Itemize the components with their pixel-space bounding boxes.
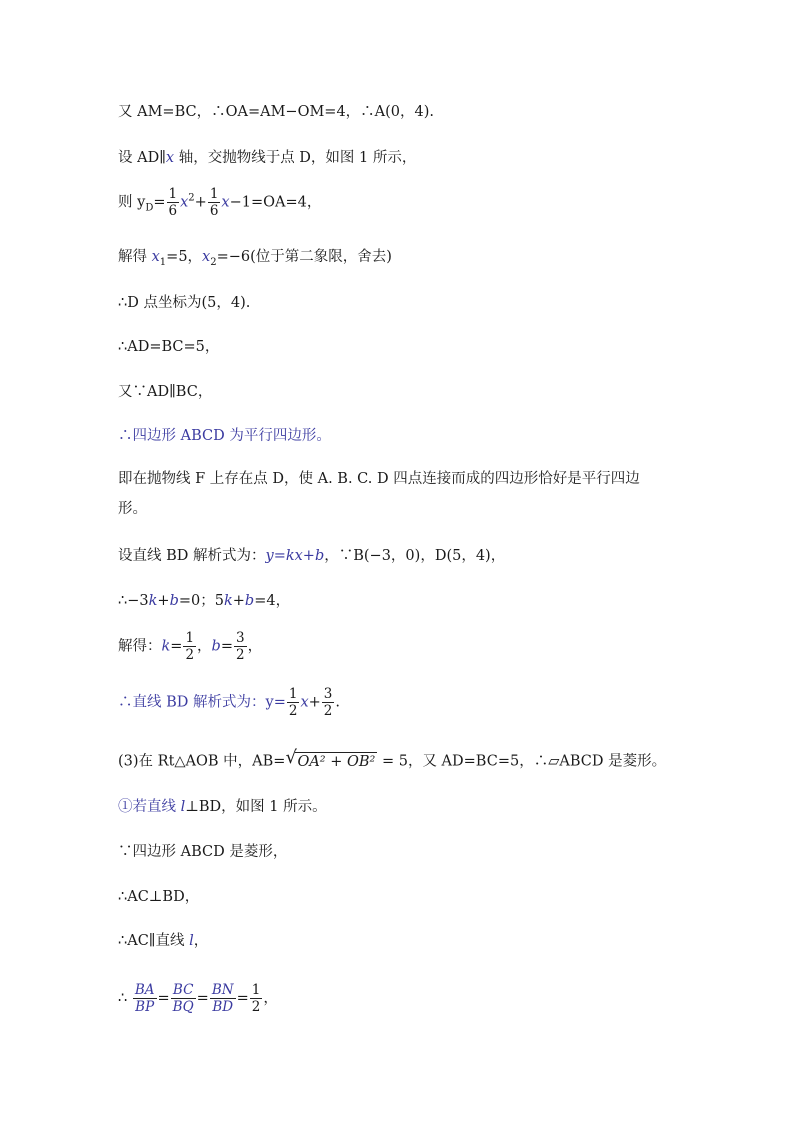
numerator: BC — [171, 982, 196, 999]
text: 轴，交抛物线于点 D，如图 1 所示， — [174, 150, 417, 166]
text: −1=OA=4， — [229, 194, 322, 211]
subscript: 1 — [159, 256, 167, 268]
var-l: l — [189, 933, 194, 949]
var-l: l — [180, 799, 186, 815]
text: =−6(位于第二象限，舍去) — [216, 249, 392, 265]
equation: y=kx+b — [265, 548, 325, 564]
denominator: 6 — [168, 203, 178, 219]
text: ∴直线 BD 解析式为：y= — [118, 694, 286, 711]
text: 设 AD∥ — [118, 150, 166, 166]
text: =0；5 — [178, 593, 224, 609]
numerator: BN — [211, 982, 234, 998]
text: = — [236, 990, 249, 1007]
text: ∴ — [118, 990, 132, 1007]
numerator: 1 — [251, 982, 261, 998]
denominator: 2 — [288, 703, 298, 719]
line-9a: 即在抛物线 F 上存在点 D，使 A. B. C. D 四点连接而成的四边形恰好是平行四边 — [118, 471, 640, 487]
denominator: 6 — [209, 203, 219, 219]
denominator: 2 — [236, 647, 245, 663]
line-16: ∵四边形 ABCD 是菱形， — [118, 844, 288, 860]
line-7: 又∵AD∥BC， — [118, 384, 213, 400]
text: = — [196, 990, 209, 1007]
numerator: 1 — [168, 186, 178, 202]
text: ， — [193, 933, 209, 949]
denominator: BP — [135, 999, 155, 1015]
subscript: D — [145, 202, 154, 214]
text: ⊥BD，如图 1 所示。 — [185, 799, 327, 815]
var-b: b — [211, 638, 221, 655]
var-x: x — [180, 194, 189, 211]
denominator: 2 — [323, 703, 333, 719]
line-2 — [118, 149, 416, 167]
line-11 — [118, 592, 290, 610]
text: . — [335, 694, 340, 711]
fraction — [234, 630, 247, 663]
radicand: OA² + OB² — [297, 754, 376, 770]
text: + — [308, 694, 321, 711]
line-15 — [118, 798, 327, 816]
text: ∴−3 — [118, 593, 149, 609]
denominator: BQ — [172, 999, 194, 1015]
var-b: b — [244, 593, 255, 609]
line-3-equation — [118, 186, 321, 219]
text: = — [157, 990, 170, 1007]
line-5: ∴D 点坐标为(5，4). — [118, 295, 251, 311]
line-19 — [118, 982, 278, 1015]
var-x: x — [151, 249, 160, 265]
denominator: 2 — [185, 647, 195, 663]
text: 解得 — [118, 249, 152, 265]
var-b: b — [169, 593, 179, 609]
numerator: 1 — [288, 686, 298, 702]
text: ， — [263, 990, 278, 1007]
fraction — [171, 982, 196, 1015]
superscript: 2 — [188, 192, 195, 204]
line-14 — [118, 747, 667, 771]
subscript: 2 — [210, 256, 217, 268]
text: (3)在 Rt△AOB 中，AB= — [118, 753, 286, 770]
text: = — [153, 194, 166, 211]
numerator: 1 — [209, 186, 219, 202]
fraction — [322, 686, 335, 719]
line-10 — [118, 547, 505, 565]
var-x: x — [165, 150, 175, 166]
text: + — [194, 194, 207, 211]
line-9b: 形。 — [118, 501, 147, 517]
square-root — [285, 747, 377, 771]
line-6: ∴AD=BC=5， — [118, 339, 220, 355]
radical-sign-icon: √ — [285, 747, 297, 768]
var-k: k — [148, 593, 158, 609]
text: =4， — [254, 593, 291, 609]
text: ， — [197, 638, 212, 655]
text: =5， — [166, 249, 203, 265]
fraction — [133, 982, 157, 1015]
fraction — [250, 982, 263, 1015]
denominator: BD — [212, 999, 234, 1015]
line-8: ∴四边形 ABCD 为平行四边形。 — [118, 428, 331, 444]
text: ①若直线 — [118, 799, 181, 815]
text: = — [220, 638, 233, 655]
text: + — [157, 593, 170, 609]
numerator: 1 — [185, 630, 195, 646]
fraction — [287, 686, 300, 719]
line-17: ∴AC⊥BD， — [118, 889, 200, 905]
var-k: k — [161, 638, 171, 655]
numerator: 3 — [236, 630, 245, 646]
fraction — [210, 982, 236, 1015]
line-12 — [118, 630, 262, 663]
text: 设直线 BD 解析式为： — [118, 548, 266, 564]
var-x: x — [221, 194, 230, 211]
var-x: x — [202, 249, 211, 265]
text: 则 y — [118, 194, 146, 211]
text: = 5，又 AD=BC=5，∴▱ABCD 是菱形。 — [377, 753, 667, 770]
text: ，∵B(−3，0)，D(5，4)， — [324, 548, 506, 564]
line-1: 又 AM=BC，∴OA=AM−OM=4，∴A(0，4). — [118, 104, 435, 120]
fraction — [167, 186, 180, 219]
fraction — [183, 630, 196, 663]
numerator: BA — [134, 982, 155, 998]
denominator: 2 — [251, 999, 261, 1015]
text: = — [170, 638, 183, 655]
line-4 — [118, 248, 392, 272]
text: 解得： — [118, 638, 162, 655]
var-k: k — [223, 593, 233, 609]
line-18 — [118, 932, 208, 950]
text: ， — [247, 638, 263, 655]
text: + — [232, 593, 245, 609]
numerator: 3 — [323, 686, 333, 702]
text: ∴AC∥直线 — [118, 933, 190, 949]
fraction — [208, 186, 221, 219]
line-13 — [118, 686, 340, 719]
var-x: x — [300, 694, 309, 711]
